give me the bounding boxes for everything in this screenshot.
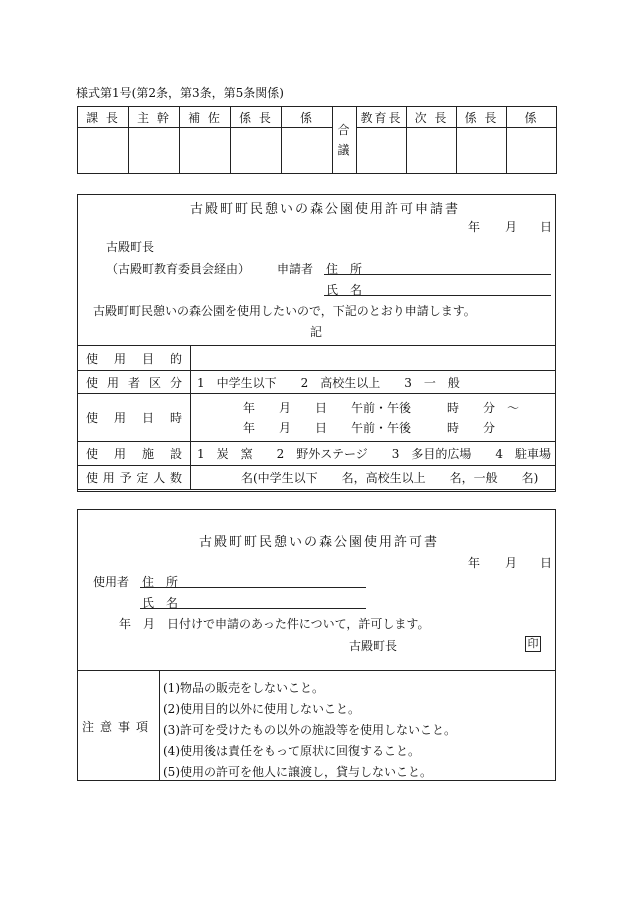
application-body: 古殿町町民憩いの森公園を使用したいので，下記のとおり申請します。: [93, 304, 476, 318]
application-day: 日: [540, 220, 553, 234]
permit-address-field[interactable]: [140, 587, 366, 588]
permit-issuer: 古殿町長: [349, 639, 398, 653]
stamp-header-kakaricho: 係 長: [231, 107, 282, 128]
stamp-cell[interactable]: [129, 128, 180, 174]
stamp-header-kyoikucho: 教育長: [357, 107, 407, 128]
permit-year: 年: [468, 556, 481, 570]
application-month: 月: [505, 220, 518, 234]
stamp-header-kakari-2: 係: [507, 107, 557, 128]
application-via: （古殿町教育委員会経由）: [106, 262, 251, 276]
stamp-cell[interactable]: [407, 128, 457, 174]
row-label-user-category: 使用者区分: [78, 371, 191, 394]
applicant-label: 申請者: [277, 262, 314, 276]
stamp-cell[interactable]: [78, 128, 129, 174]
form-caption: 様式第1号(第2条，第3条，第5条関係): [76, 86, 284, 100]
application-year: 年: [468, 220, 481, 234]
note-item: (1)物品の販売をしないこと。: [163, 681, 324, 695]
notes-label: 注意事項: [77, 671, 160, 781]
datetime-field[interactable]: [191, 394, 556, 442]
table-row: [78, 466, 556, 490]
stamp-cell[interactable]: [180, 128, 231, 174]
stamp-header-kakaricho-2: 係 長: [457, 107, 507, 128]
stamp-header-shukan: 主 幹: [129, 107, 180, 128]
permit-user-label: 使用者: [93, 575, 130, 589]
permit-day: 日: [540, 556, 553, 570]
note-item: (2)使用目的以外に使用しないこと。: [163, 702, 360, 716]
applicant-name-field[interactable]: [324, 295, 551, 296]
permit-name-label: 氏 名: [142, 596, 179, 610]
approval-stamp-table: [77, 106, 557, 174]
table-row: [78, 371, 556, 394]
stamp-cell[interactable]: [282, 128, 333, 174]
datetime-start: 年 月 日 午前・午後 時 分 〜: [243, 400, 520, 415]
applicant-address-label: 住 所: [326, 262, 363, 276]
table-row: [78, 394, 556, 442]
seal-mark: 印: [525, 636, 541, 652]
table-row: [78, 346, 556, 371]
note-item: (4)使用後は責任をもって原状に回復すること。: [163, 744, 420, 758]
stamp-gogi-label: 合 議: [333, 107, 357, 174]
row-label-datetime: 使用日時: [78, 394, 191, 442]
permit-body: 年 月 日付けで申請のあった件について，許可します。: [119, 617, 430, 631]
permit-month: 月: [505, 556, 518, 570]
notes-section: [77, 670, 556, 781]
user-category-options[interactable]: 1 中学生以下 2 高校生以上 3 一 般: [191, 371, 556, 394]
row-label-facility: 使用施設: [78, 442, 191, 466]
stamp-cell[interactable]: [507, 128, 557, 174]
stamp-header-hosa: 補 佐: [180, 107, 231, 128]
permit-title: 古殿町町民憩いの森公園使用許可書: [199, 535, 440, 550]
purpose-field[interactable]: [191, 346, 556, 371]
row-label-expected-count: 使用予定人数: [78, 466, 191, 490]
applicant-address-field[interactable]: [324, 274, 551, 275]
note-item: (3)許可を受けたもの以外の施設等を使用しないこと。: [163, 723, 457, 737]
application-title: 古殿町町民憩いの森公園使用許可申請書: [190, 202, 461, 217]
expected-count-field[interactable]: 名(中学生以下 名，高校生以上 名，一般 名): [191, 466, 556, 490]
stamp-cell[interactable]: [457, 128, 507, 174]
note-item: (5)使用の許可を他人に譲渡し，貸与しないこと。: [163, 765, 432, 779]
facility-options[interactable]: 1 炭 窯 2 野外ステージ 3 多目的広場 4 駐車場: [191, 442, 556, 466]
stamp-cell[interactable]: [357, 128, 407, 174]
application-recipient: 古殿町長: [106, 240, 155, 254]
datetime-end: 年 月 日 午前・午後 時 分: [243, 420, 496, 435]
row-label-purpose: 使用目的: [78, 346, 191, 371]
table-row: [78, 442, 556, 466]
application-details-table: [77, 345, 556, 490]
permit-name-field[interactable]: [140, 608, 366, 609]
application-ki: 記: [310, 325, 323, 339]
stamp-header-kacho: 課 長: [78, 107, 129, 128]
stamp-header-jicho: 次 長: [407, 107, 457, 128]
permit-address-label: 住 所: [142, 575, 179, 589]
applicant-name-label: 氏 名: [326, 283, 363, 297]
stamp-header-kakari: 係: [282, 107, 333, 128]
stamp-cell[interactable]: [231, 128, 282, 174]
